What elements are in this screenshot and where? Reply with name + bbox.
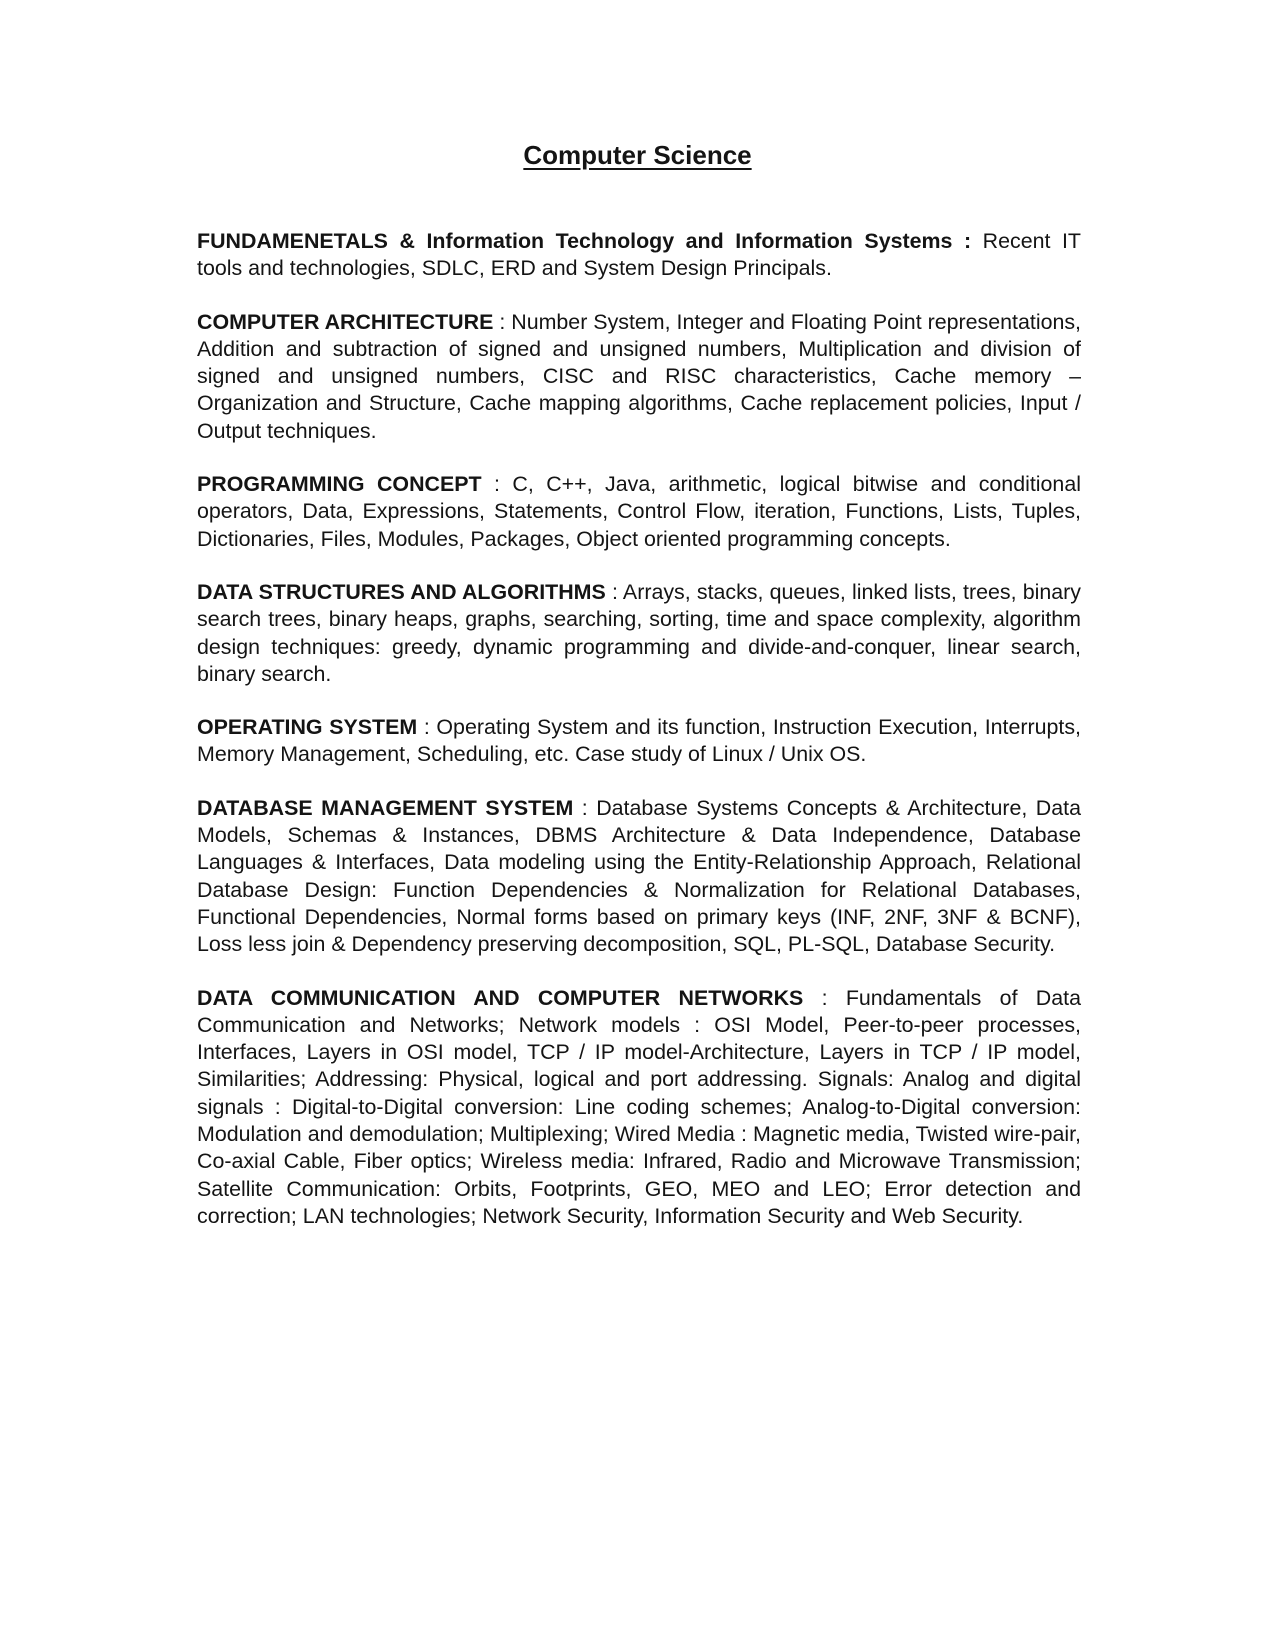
section-programming-concept [197, 471, 1081, 553]
section-computer-architecture [197, 309, 1081, 445]
section-data-structures [197, 579, 1081, 688]
section-data-communication [197, 985, 1081, 1231]
section-heading: PROGRAMMING CONCEPT [197, 472, 482, 497]
section-heading: COMPUTER ARCHITECTURE [197, 309, 494, 334]
section-body: : Fundamentals of Data Communication and Networks; Network models : OSI Model, Peer-to-peer processes, Interfaces, Layers in OSI model, TCP / IP model-Architecture, Layers in TCP / IP model, Similarities; Addressing: Physical, logical and port addressing. Signals: Analog and digital signals : Digital-to-Digital conversion: Line coding schemes; Analog-to-Digital conversion: Modulation and demodulation; Multiplexing; Wired Media : Magnetic media, Twisted wire-pair, Co-axial Cable, Fiber optics; Wireless media: Infrared, Radio and Microwave Transmission; Satellite Communication: Orbits, Footprints, GEO, MEO and LEO; Error detection and correction; LAN technologies; Network Security, Information Security and Web Security. [197, 985, 1081, 1228]
syllabus-content [197, 228, 1081, 1256]
section-dbms [197, 795, 1081, 959]
section-body: : Arrays, stacks, queues, linked lists, trees, binary search trees, binary heaps, graphs, searching, sorting, time and space complexity, algorithm design techniques: greedy, dynamic programming and divide-and-conquer, linear search, binary search. [197, 579, 1081, 686]
page-title: Computer Science [523, 140, 752, 170]
section-fundamentals [197, 228, 1081, 283]
section-body: Recent IT tools and technologies, SDLC, ERD and System Design Principals. [197, 229, 1081, 281]
section-body: : C, C++, Java, arithmetic, logical bitwise and conditional operators, Data, Expressions, Statements, Control Flow, iteration, Functions, Lists, Tuples, Dictionaries, Files, Modules, Packages, Object oriented programming concepts. [197, 472, 1081, 551]
section-heading: DATABASE MANAGEMENT SYSTEM [197, 795, 574, 820]
section-body: : Number System, Integer and Floating Point representations, Addition and subtraction of signed and unsigned numbers, Multiplication and division of signed and unsigned numbers, CISC and RISC characteristics, Cache memory – Organization and Structure, Cache mapping algorithms, Cache replacement policies, Input / Output techniques. [197, 309, 1082, 443]
section-heading: FUNDAMENETALS & Information Technology and Information Systems : [197, 229, 972, 253]
section-body: : Database Systems Concepts & Architecture, Data Models, Schemas & Instances, DBMS Architecture & Data Independence, Database Languages & Interfaces, Data modeling using the Entity-Relationship Approach, Relational Database Design: Function Dependencies & Normalization for Relational Databases, Functional Dependencies, Normal forms based on primary keys (INF, 2NF, 3NF & BCNF), Loss less join & Dependency preserving decomposition, SQL, PL-SQL, Database Security. [197, 795, 1081, 957]
section-heading: DATA COMMUNICATION AND COMPUTER NETWORKS [197, 985, 804, 1010]
section-operating-system [197, 714, 1081, 769]
section-heading: DATA STRUCTURES AND ALGORITHMS [197, 579, 606, 604]
section-heading: OPERATING SYSTEM [197, 715, 418, 740]
section-body: : Operating System and its function, Instruction Execution, Interrupts, Memory Management, Scheduling, etc. Case study of Linux / Unix OS. [197, 715, 1081, 767]
